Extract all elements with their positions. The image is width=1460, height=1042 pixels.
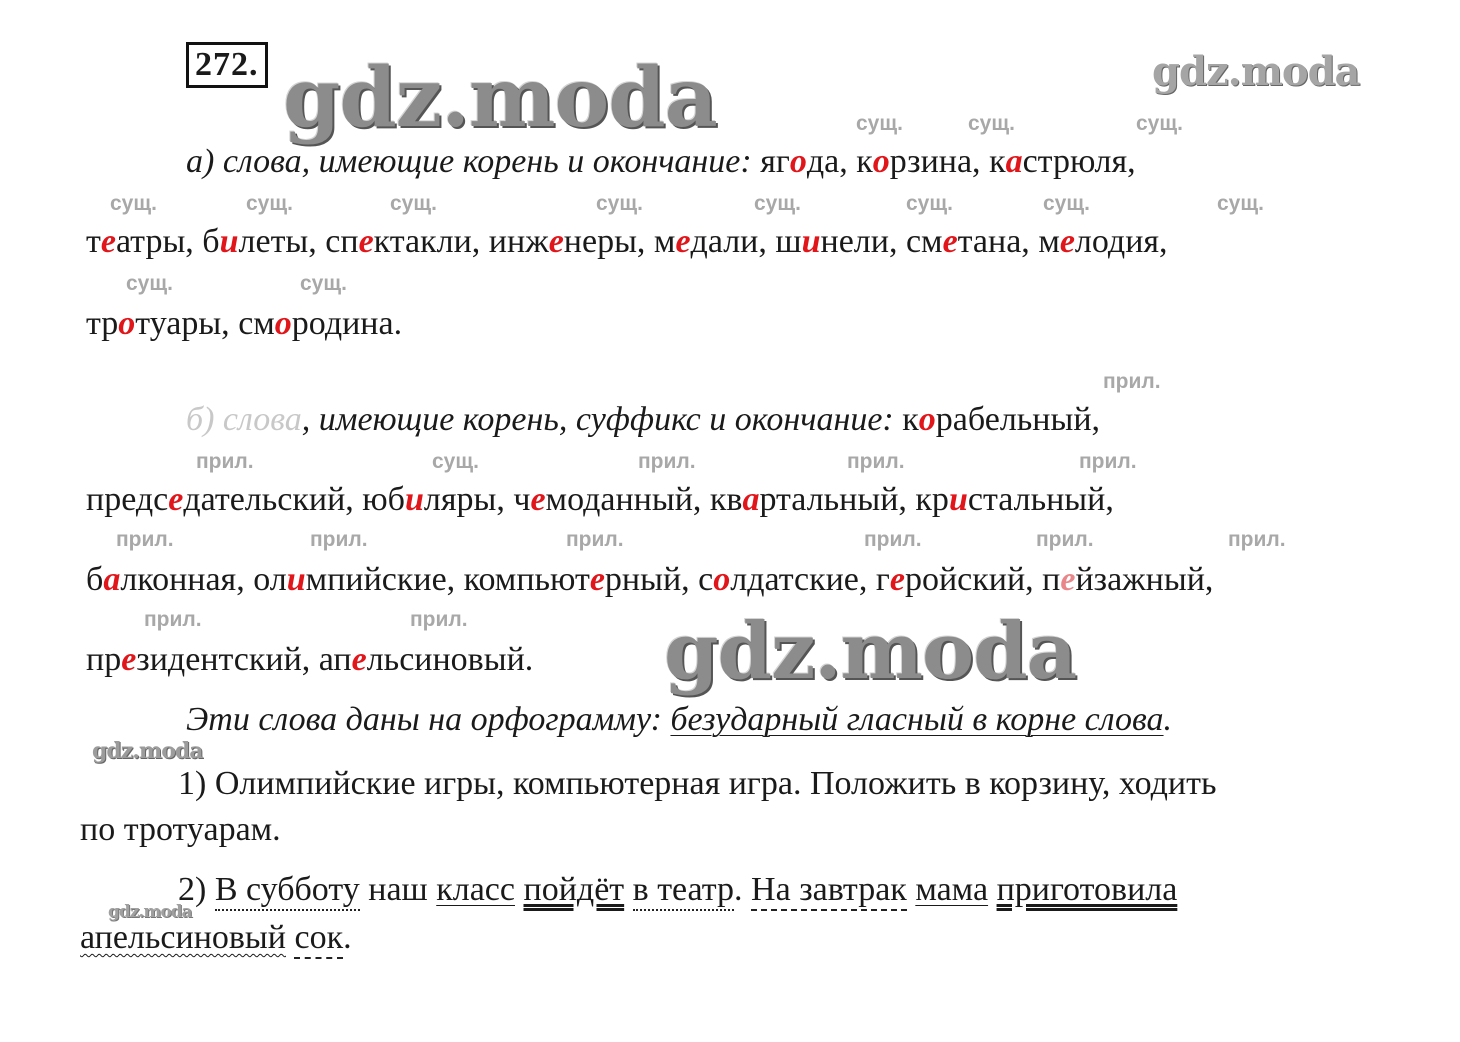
stressed-vowel: е bbox=[589, 561, 605, 598]
annotation-noun: сущ. bbox=[968, 112, 1015, 135]
annotation-noun: сущ. bbox=[906, 192, 953, 215]
stressed-vowel: и bbox=[948, 481, 968, 518]
annotation-noun: сущ. bbox=[246, 192, 293, 215]
stressed-vowel: е bbox=[548, 223, 564, 260]
word: шинели, bbox=[775, 223, 898, 260]
watermark-logo-left-tiny: gdz.moda bbox=[108, 902, 192, 922]
word: корзина, bbox=[856, 143, 981, 180]
exercise-1-line-1: 1) Олимпийские игры, компьютерная игра. Положить в корзину, ходить bbox=[178, 765, 1217, 802]
stressed-vowel: а bbox=[1005, 143, 1023, 180]
stressed-vowel: а bbox=[742, 481, 760, 518]
word: тротуары, bbox=[86, 305, 230, 342]
watermark-logo-top-right: gdz.moda bbox=[1152, 48, 1360, 95]
annotation-adjective: прил. bbox=[1079, 450, 1137, 473]
word: геройский, bbox=[875, 561, 1034, 598]
part-b-line-2 bbox=[86, 480, 1114, 520]
annotation-adjective: прил. bbox=[1036, 528, 1094, 551]
annotation-noun: сущ. bbox=[596, 192, 643, 215]
word: кастрюля, bbox=[989, 143, 1136, 180]
annotation-noun: сущ. bbox=[1043, 192, 1090, 215]
stressed-vowel: и bbox=[286, 561, 306, 598]
annotation-noun: сущ. bbox=[856, 112, 903, 135]
part-b-line-4 bbox=[86, 640, 533, 680]
annotation-adjective: прил. bbox=[864, 528, 922, 551]
part-a-heading: а) слова, имеющие корень и окончание: bbox=[186, 143, 752, 180]
attribute-underline: апельсиновый bbox=[80, 919, 286, 956]
stressed-vowel: е bbox=[942, 223, 958, 260]
stressed-vowel: е bbox=[351, 641, 367, 678]
stressed-vowel: е bbox=[358, 223, 374, 260]
word: кристальный, bbox=[915, 481, 1114, 518]
word: сметана, bbox=[905, 223, 1030, 260]
word: наш bbox=[368, 871, 428, 908]
word: ягода, bbox=[760, 143, 848, 180]
word: чемоданный, bbox=[513, 481, 702, 518]
stressed-vowel: е bbox=[1060, 561, 1076, 598]
stressed-vowel: о bbox=[274, 305, 292, 342]
stressed-vowel: о bbox=[918, 401, 936, 438]
annotation-noun: сущ. bbox=[126, 272, 173, 295]
object-underline: На завтрак bbox=[751, 873, 907, 911]
exercise-2-line-1: 2) В субботу наш класс пойдёт в театр. На завтрак мама приготовила bbox=[178, 870, 1177, 911]
stressed-vowel: е bbox=[168, 481, 184, 518]
stressed-vowel: е bbox=[675, 223, 691, 260]
word: балконная, bbox=[86, 561, 245, 598]
annotation-adjective: прил. bbox=[144, 608, 202, 631]
annotation-noun: сущ. bbox=[1217, 192, 1264, 215]
word: компьютерный, bbox=[463, 561, 690, 598]
annotation-adjective: прил. bbox=[410, 608, 468, 631]
word: апельсиновый. bbox=[318, 641, 534, 678]
word: юбиляры, bbox=[362, 481, 505, 518]
stressed-vowel: е bbox=[1059, 223, 1075, 260]
stressed-vowel: о bbox=[789, 143, 807, 180]
annotation-noun: сущ. bbox=[110, 192, 157, 215]
word: солдатские, bbox=[698, 561, 868, 598]
annotation-adjective: прил. bbox=[310, 528, 368, 551]
part-a-line-1 bbox=[186, 142, 1136, 182]
word: театры, bbox=[86, 223, 194, 260]
word: олимпийские, bbox=[253, 561, 456, 598]
word: медали, bbox=[653, 223, 767, 260]
word: президентский, bbox=[86, 641, 311, 678]
part-a-line-2 bbox=[86, 222, 1168, 262]
part-a-line-3 bbox=[86, 304, 402, 344]
word: квартальный, bbox=[709, 481, 907, 518]
word: председательский, bbox=[86, 481, 354, 518]
annotation-noun: сущ. bbox=[754, 192, 801, 215]
word: спектакли, bbox=[325, 223, 481, 260]
annotation-adjective: прил. bbox=[566, 528, 624, 551]
predicate-underline: пойдёт bbox=[523, 871, 625, 908]
stressed-vowel: е bbox=[530, 481, 546, 518]
part-b-line-3 bbox=[86, 560, 1213, 600]
subject-underline: класс bbox=[436, 871, 515, 908]
stressed-vowel: о bbox=[713, 561, 731, 598]
watermark-logo-top: gdz.moda bbox=[283, 50, 717, 146]
stressed-vowel: и bbox=[404, 481, 424, 518]
orthogram-line: Эти слова даны на орфограмму: безударный гласный в корне слова. bbox=[186, 701, 1173, 738]
watermark-logo-middle: gdz.moda bbox=[664, 606, 1077, 697]
stressed-vowel: о bbox=[872, 143, 890, 180]
adverbial-underline: В субботу bbox=[215, 873, 360, 911]
part-b-heading: б) слова, имеющие корень, суффикс и окончание: bbox=[186, 401, 894, 438]
annotation-adjective: прил. bbox=[847, 450, 905, 473]
part-b-line-1 bbox=[186, 400, 1100, 440]
orthogram-lead: Эти слова даны на орфограмму: bbox=[186, 701, 662, 738]
word: корабельный, bbox=[902, 401, 1101, 438]
stressed-vowel: а bbox=[103, 561, 121, 598]
exercise-2-line-2: апельсиновый сок. bbox=[80, 918, 352, 959]
annotation-adjective: прил. bbox=[1103, 370, 1161, 393]
stressed-vowel: е bbox=[121, 641, 137, 678]
exercise-1-line-2: по тротуарам. bbox=[80, 811, 281, 848]
stressed-vowel: и bbox=[801, 223, 821, 260]
adverbial-underline: в театр bbox=[633, 873, 734, 911]
annotation-adjective: прил. bbox=[196, 450, 254, 473]
stressed-vowel: е bbox=[889, 561, 905, 598]
object-underline: сок bbox=[294, 921, 343, 959]
annotation-adjective: прил. bbox=[116, 528, 174, 551]
annotation-adjective: прил. bbox=[1228, 528, 1286, 551]
word: билеты, bbox=[202, 223, 317, 260]
word: инженеры, bbox=[488, 223, 646, 260]
word: мелодия, bbox=[1038, 223, 1168, 260]
annotation-adjective: прил. bbox=[638, 450, 696, 473]
stressed-vowel: е bbox=[100, 223, 116, 260]
subject-underline: мама bbox=[915, 871, 989, 908]
stressed-vowel: о bbox=[118, 305, 136, 342]
annotation-noun: сущ. bbox=[1136, 112, 1183, 135]
task-number: 272. bbox=[186, 42, 268, 88]
word: пейзажный, bbox=[1042, 561, 1214, 598]
annotation-noun: сущ. bbox=[300, 272, 347, 295]
annotation-noun: сущ. bbox=[432, 450, 479, 473]
annotation-noun: сущ. bbox=[390, 192, 437, 215]
word: смородина. bbox=[238, 305, 403, 342]
stressed-vowel: и bbox=[219, 223, 239, 260]
predicate-underline: приготовила bbox=[996, 871, 1178, 908]
orthogram-rule: безударный гласный в корне слова bbox=[670, 701, 1164, 738]
watermark-logo-left: gdz.moda bbox=[92, 738, 203, 764]
